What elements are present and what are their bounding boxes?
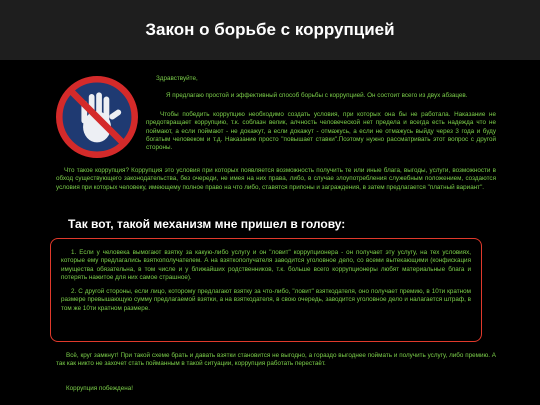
mechanism-point-1: 1. Если у человека вымогают взятку за какую-либо услугу и он "ловит" коррупционера - он получает эту услугу, на тех условиях, которые ему предлагались взяткополучателем. А на взяткополучателя заводится уголовное дело, со всеми вытекающими (конфискация имущества обязательна, в том числе и у ближайших родственников, т.к. больше всего коррупционеры любят материальные блага и потерять нажитое для них самое страшное). xyxy=(61,249,471,281)
mechanism-box xyxy=(50,238,482,342)
greeting-text: Здравствуйте, xyxy=(156,75,198,82)
page-title: Закон о борьбе с коррупцией xyxy=(145,20,395,39)
stop-hand-icon xyxy=(56,76,138,158)
outro-paragraph: Всё, круг замкнут! При такой схеме брать и давать взятки становится не выгодно, а гораздо выгоднее поймать и получить услугу, либо премию. А так как никто не захочет стать пойманным в такой ситуации, коррупция работать перестаёт. xyxy=(56,352,496,368)
intro-paragraph-2: Чтобы победить коррупцию необходимо создать условия, при которых она бы не работала. Наказание не предотвращает коррупцию, т.к. соблазн велик, алчность человеческой нет предела и всегда есть надежда что не поймают, а если поймают - не докажут, а если докажут - отмажусь, а если не отмажусь выйду через 3 года и буду богатым человеком и т.д. Наказание просто "повышает ставки".Поэтому нужно рассматривать этот вопрос с другой стороны. xyxy=(146,111,496,152)
corruption-definition-paragraph: Что такое коррупция? Коррупция это условия при которых появляется возможность получить те или иные блага, выгоды, услуги, возможности в обход существующего законодательства, без очереди, не имея на них права, либо, в случае злоупотребления служебным положением, создаются условия при которых человеку, имеющему полное право на что либо, ставятся припоны и заграждения, в затем предлагается "платный вариант". xyxy=(56,167,496,191)
mechanism-point-2: 2. С другой стороны, если лицо, которому предлагают взятку за что-либо, "ловит" взяткодателя, оно получает премию, в 10ти кратном размере превышающую сумму предлагаемой взятки, а на взяткодателя, в свою очередь, заводится уголовное дело и налагается штраф, в том же 10ти кратном размере. xyxy=(61,288,471,312)
mechanism-heading: Так вот, такой механизм мне пришел в голову: xyxy=(68,217,346,231)
final-statement: Коррупция побеждена! xyxy=(66,385,133,392)
title-bar xyxy=(0,0,540,60)
intro-paragraph-1: Я предлагаю простой и эффективный способ борьбы с коррупцией. Он состоит всего из двух абзацев. xyxy=(166,92,468,99)
